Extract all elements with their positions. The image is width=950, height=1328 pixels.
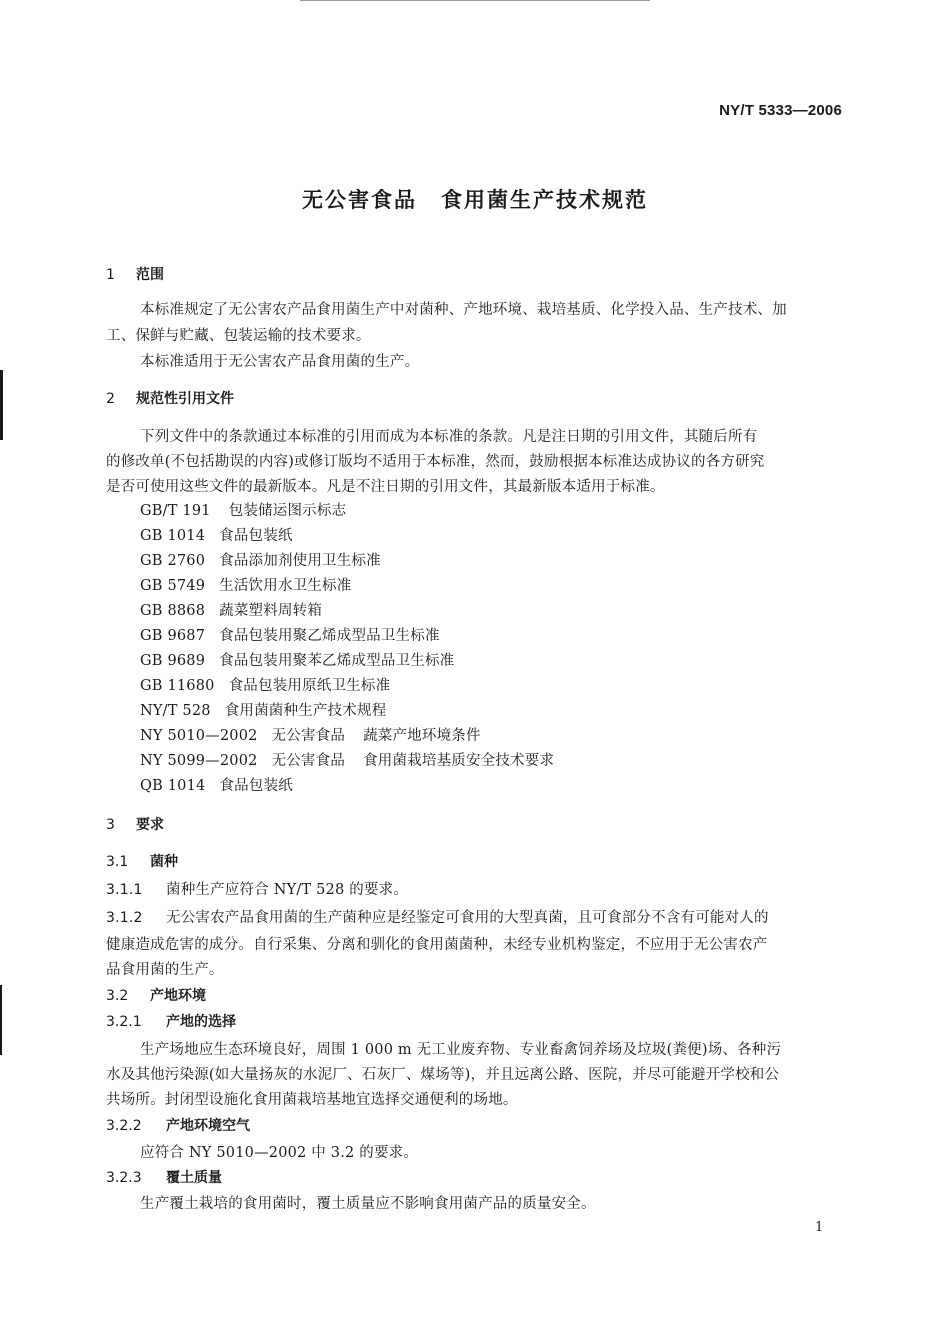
subsection-heading: 3.1 菌种: [106, 854, 178, 870]
clause-3-1-2: 3.1.2 无公害农产品食用菌的生产菌种应是经鉴定可食用的大型真菌，且可食部分不含有可能对人的: [106, 910, 769, 926]
paragraph-line: 品食用菌的生产。: [106, 962, 224, 978]
section-number: 1: [106, 267, 115, 283]
paragraph-line: 下列文件中的条款通过本标准的引用而成为本标准的条款。凡是注日期的引用文件，其随后所有: [140, 429, 758, 445]
reference-item: GB 8868 蔬菜塑料周转箱: [140, 603, 323, 619]
scan-mark: [0, 370, 3, 440]
clause-3-1-1: 3.1.1 菌种生产应符合 NY/T 528 的要求。: [106, 882, 409, 898]
paragraph-line: 水及其他污染源(如大量扬灰的水泥厂、石灰厂、煤场等)，并且远离公路、医院，并尽可能避开学校和公: [106, 1067, 780, 1083]
reference-item: GB 2760 食品添加剂使用卫生标准: [140, 553, 381, 569]
clause-heading: 3.2.3 覆土质量: [106, 1170, 222, 1186]
scan-mark: [0, 985, 2, 1055]
reference-item: GB/T 191 包装储运图示标志: [140, 503, 347, 519]
section-1-heading: [106, 264, 164, 284]
section-title: 规范性引用文件: [136, 391, 234, 407]
paragraph-line: 本标准适用于无公害农产品食用菌的生产。: [140, 354, 420, 370]
reference-item: GB 9687 食品包装用聚乙烯成型品卫生标准: [140, 628, 440, 644]
section-number: 3: [106, 817, 115, 833]
page-number: 1: [815, 1220, 824, 1235]
reference-item: GB 1014 食品包装纸: [140, 528, 293, 544]
clause-heading: 3.2.1 产地的选择: [106, 1014, 236, 1030]
standard-number: NY/T 5333—2006: [719, 102, 842, 119]
title-part-1: 无公害食品: [302, 188, 417, 212]
section-title: 范围: [136, 267, 164, 283]
paragraph-line: 应符合 NY 5010—2002 中 3.2 的要求。: [140, 1145, 419, 1161]
reference-item: NY 5010—2002 无公害食品 蔬菜产地环境条件: [140, 728, 481, 744]
section-title: 要求: [136, 817, 164, 833]
paragraph-line: 生产场地应生态环境良好，周围 1 000 m 无工业废弃物、专业畜禽饲养场及垃圾(粪便)场、各种污: [140, 1042, 782, 1058]
reference-item: GB 9689 食品包装用聚苯乙烯成型品卫生标准: [140, 653, 455, 669]
title-part-2: 食用菌生产技术规范: [441, 188, 648, 212]
reference-item: QB 1014 食品包装纸: [140, 778, 293, 794]
section-2-heading: [106, 388, 234, 408]
paragraph-line: 生产覆土栽培的食用菌时，覆土质量应不影响食用菌产品的质量安全。: [140, 1196, 596, 1212]
paragraph-line: 健康造成危害的成分。自行采集、分离和驯化的食用菌菌种，未经专业机构鉴定，不应用于无公害农产: [106, 937, 768, 953]
paragraph-line: 的修改单(不包括勘误的内容)或修订版均不适用于本标准，然而，鼓励根据本标准达成协议的各方研究: [106, 454, 765, 470]
paragraph-line: 是否可使用这些文件的最新版本。凡是不注日期的引用文件，其最新版本适用于标准。: [106, 479, 665, 495]
page-title: [0, 184, 950, 214]
section-3-heading: [106, 814, 164, 834]
reference-item: GB 11680 食品包装用原纸卫生标准: [140, 678, 391, 694]
reference-item: NY/T 528 食用菌菌种生产技术规程: [140, 703, 387, 719]
paragraph-line: 本标准规定了无公害农产品食用菌生产中对菌种、产地环境、栽培基质、化学投入品、生产技术、加: [140, 302, 787, 318]
subsection-heading: 3.2 产地环境: [106, 988, 206, 1004]
section-number: 2: [106, 391, 115, 407]
reference-item: GB 5749 生活饮用水卫生标准: [140, 578, 352, 594]
paragraph-line: 工、保鲜与贮藏、包装运输的技术要求。: [106, 328, 371, 344]
top-rule: [300, 0, 650, 1]
paragraph-line: 共场所。封闭型设施化食用菌栽培基地宜选择交通便利的场地。: [106, 1092, 518, 1108]
reference-item: NY 5099—2002 无公害食品 食用菌栽培基质安全技术要求: [140, 753, 555, 769]
clause-heading: 3.2.2 产地环境空气: [106, 1118, 250, 1134]
